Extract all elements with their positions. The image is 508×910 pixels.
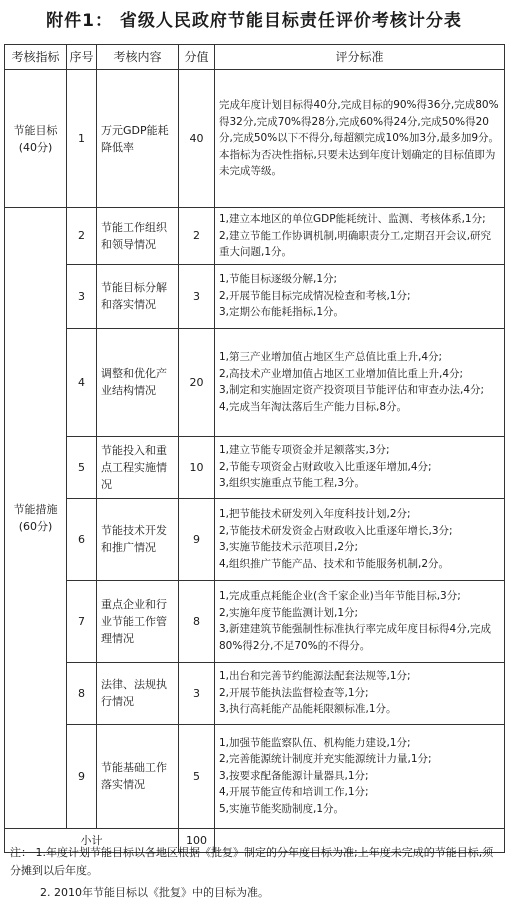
standard-cell [215, 70, 505, 208]
standard-line: 2,完善能源统计制度并充实能源统计力量,1分; [219, 753, 432, 766]
content-cell: 节能工作组织和领导情况 [97, 208, 179, 265]
standard-cell [215, 662, 505, 724]
indicator-cell: 节能措施 (60分) [5, 208, 67, 829]
standard-line: 4,完成当年淘汰落后生产能力目标,8分。 [219, 400, 408, 413]
page-title: 附件1： 省级人民政府节能目标责任评价考核计分表 [46, 11, 462, 31]
standard-line: 2,节能技术研发资金占财政收入比重逐年增长,3分; [219, 524, 453, 537]
number-cell: 9 [67, 724, 97, 828]
score-cell: 3 [179, 264, 215, 328]
table-row [5, 724, 505, 828]
content-cell: 万元GDP能耗降低率 [97, 70, 179, 208]
score-cell: 10 [179, 436, 215, 498]
table-row [5, 662, 505, 724]
standard-line: 完成年度计划目标得40分,完成目标的90%得36分,完成80%得32分,完成70%得28分,完成60%得24分,完成50%得20分,完成50%以下不得分,每超额完成10%加3分,最多加9分。本指标为否决性指标,只要未达到年度计划确定的目标值即为未完成等级。 [219, 99, 500, 178]
standard-line: 4,开展节能宣传和培训工作,1分; [219, 786, 369, 799]
header-content: 考核内容 [97, 45, 179, 70]
table-row [5, 70, 505, 208]
number-cell: 6 [67, 498, 97, 580]
content-cell: 节能基础工作落实情况 [97, 724, 179, 828]
standard-line: 2,开展节能目标完成情况检查和考核,1分; [219, 289, 411, 302]
score-cell: 9 [179, 498, 215, 580]
table-row [5, 436, 505, 498]
standard-line: 2,开展节能执法监督检查等,1分; [219, 686, 369, 699]
number-cell: 3 [67, 264, 97, 328]
standard-line: 1,加强节能监察队伍、机构能力建设,1分; [219, 736, 411, 749]
standard-line: 1,节能目标逐级分解,1分; [219, 273, 338, 286]
standard-cell [215, 498, 505, 580]
standard-line: 2,高技术产业增加值占地区工业增加值比重上升,4分; [219, 367, 464, 380]
number-cell: 7 [67, 580, 97, 662]
standard-line: 1,建立本地区的单位GDP能耗统计、监测、考核体系,1分; [219, 213, 486, 225]
standard-cell [215, 580, 505, 662]
table-row [5, 208, 505, 265]
header-standard: 评分标准 [215, 45, 505, 70]
score-cell: 3 [179, 662, 215, 724]
standard-line: 3,新建建筑节能强制性标准执行率完成年度目标得4分,完成80%得2分,不足70%的不得分。 [219, 623, 492, 652]
standard-line: 1,建立节能专项资金并足额落实,3分; [219, 444, 390, 457]
table-row [5, 264, 505, 328]
standard-line: 2,建立节能工作协调机制,明确职责分工,定期召开会议,研究重大问题,1分。 [219, 229, 492, 258]
number-cell: 5 [67, 436, 97, 498]
content-cell: 节能技术开发和推广情况 [97, 498, 179, 580]
subtotal-score: 100 [179, 828, 215, 852]
standard-line: 3,组织实施重点节能工程,3分。 [219, 477, 366, 490]
header-score: 分值 [179, 45, 215, 70]
content-cell: 调整和优化产业结构情况 [97, 328, 179, 436]
note-2: 2. 2010年节能目标以《批复》中的目标为准。 [40, 886, 269, 899]
table-row [5, 498, 505, 580]
standard-cell [215, 436, 505, 498]
score-cell: 40 [179, 70, 215, 208]
score-cell: 20 [179, 328, 215, 436]
table-header-row [5, 45, 505, 70]
subtotal-label: 小计 [5, 828, 179, 852]
score-cell: 8 [179, 580, 215, 662]
standard-line: 1,出台和完善节约能源法配套法规等,1分; [219, 670, 411, 683]
standard-line: 1,把节能技术研发列入年度科技计划,2分; [219, 508, 411, 520]
content-cell: 节能目标分解和落实情况 [97, 264, 179, 328]
standard-cell [215, 724, 505, 828]
note-1: 注： 1.年度计划节能目标以各地区根据《批复》制定的分年度目标为准;上年度未完成的节能目标,须分摊到以后年度。 [10, 846, 494, 877]
content-cell: 法律、法规执行情况 [97, 662, 179, 724]
number-cell: 4 [67, 328, 97, 436]
table-row [5, 328, 505, 436]
standard-line: 3,定期公布能耗指标,1分。 [219, 306, 345, 319]
standard-line: 3,实施节能技术示范项目,2分; [219, 541, 359, 553]
header-indicator: 考核指标 [5, 45, 67, 70]
score-cell: 2 [179, 208, 215, 265]
number-cell: 8 [67, 662, 97, 724]
table-row [5, 580, 505, 662]
standard-line: 1,完成重点耗能企业(含千家企业)当年节能目标,3分; [219, 590, 461, 602]
standard-line: 3,制定和实施固定资产投资项目节能评估和审查办法,4分; [219, 384, 485, 396]
header-number: 序号 [67, 45, 97, 70]
standard-cell [215, 208, 505, 265]
score-cell: 5 [179, 724, 215, 828]
standard-line: 2,节能专项资金占财政收入比重逐年增加,4分; [219, 460, 432, 473]
content-cell: 节能投入和重点工程实施情况 [97, 436, 179, 498]
indicator-cell: 节能目标 (40分) [5, 70, 67, 208]
scoring-table [4, 44, 505, 853]
standard-line: 5,实施节能奖励制度,1分。 [219, 802, 345, 815]
standard-line: 3,执行高耗能产品能耗限额标准,1分。 [219, 703, 397, 716]
standard-line: 4,组织推广节能产品、技术和节能服务机制,2分。 [219, 557, 450, 570]
content-cell: 重点企业和行业节能工作管理情况 [97, 580, 179, 662]
standard-cell [215, 328, 505, 436]
standard-line: 1,第三产业增加值占地区生产总值比重上升,4分; [219, 351, 443, 363]
standard-line: 3,按要求配备能源计量器具,1分; [219, 769, 369, 782]
standard-line: 2,实施年度节能监测计划,1分; [219, 606, 359, 619]
number-cell: 1 [67, 70, 97, 208]
number-cell: 2 [67, 208, 97, 265]
standard-cell [215, 264, 505, 328]
